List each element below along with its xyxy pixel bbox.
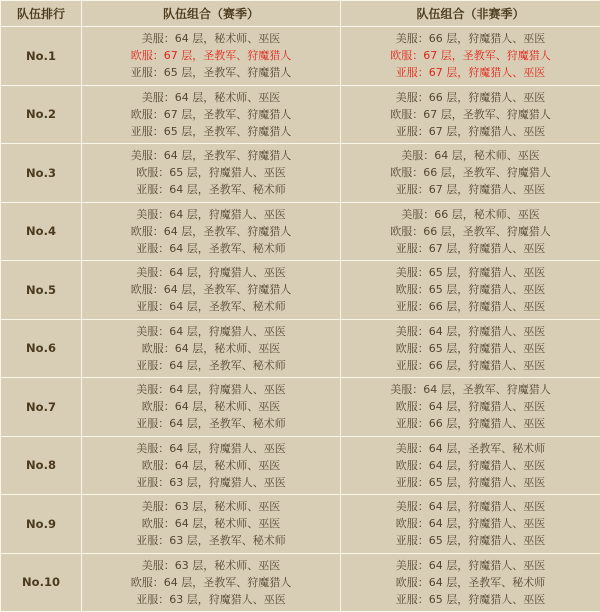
season-entry-asia: 亚服：64 层，圣教军、秘术师: [82, 415, 340, 432]
season-cell: [82, 144, 341, 203]
off-season-entry-us: 美服：64 层，狩魔猎人、巫医: [341, 557, 600, 574]
rank-cell: No.10: [1, 553, 82, 612]
season-entry-eu: 欧服：67 层，圣教军、狩魔猎人: [82, 106, 340, 123]
table-row: [1, 553, 600, 612]
season-entry-eu: 欧服：64 层，圣教军、狩魔猎人: [82, 574, 340, 591]
table-row: [1, 85, 600, 144]
season-entry-asia: 亚服：64 层，圣教军、秘术师: [82, 298, 340, 315]
season-cell: [82, 202, 341, 261]
season-entry-asia: 亚服：65 层，圣教军、狩魔猎人: [82, 123, 340, 140]
season-entry-eu: 欧服：64 层，圣教军、狩魔猎人: [82, 281, 340, 298]
off-season-cell: [341, 261, 600, 320]
off-season-entry-eu: 欧服：67 层，圣教军、狩魔猎人: [341, 106, 600, 123]
season-entry-us: 美服：64 层，秘术师、巫医: [82, 30, 340, 47]
rank-cell: No.7: [1, 378, 82, 437]
table-row: [1, 27, 600, 86]
header-off-season: 队伍组合（非赛季）: [341, 1, 600, 27]
off-season-cell: [341, 27, 600, 86]
season-entry-eu: 欧服：64 层，秘术师、巫医: [82, 340, 340, 357]
season-cell: [82, 27, 341, 86]
season-entry-us: 美服：64 层，狩魔猎人、巫医: [82, 440, 340, 457]
off-season-entry-asia: 亚服：67 层，狩魔猎人、巫医: [341, 181, 600, 198]
season-entry-us: 美服：64 层，狩魔猎人、巫医: [82, 206, 340, 223]
off-season-cell: [341, 85, 600, 144]
off-season-entry-us: 美服：66 层，狩魔猎人、巫医: [341, 30, 600, 47]
rank-cell: No.5: [1, 261, 82, 320]
off-season-entry-asia: 亚服：66 层，狩魔猎人、巫医: [341, 298, 600, 315]
table-body: [1, 27, 600, 612]
off-season-entry-asia: 亚服：67 层，狩魔猎人、巫医: [341, 240, 600, 257]
table-row: [1, 202, 600, 261]
season-cell: [82, 436, 341, 495]
off-season-entry-asia: 亚服：65 层，狩魔猎人、巫医: [341, 474, 600, 491]
table-row: [1, 378, 600, 437]
off-season-entry-asia: 亚服：67 层，狩魔猎人、巫医: [341, 123, 600, 140]
season-entry-us: 美服：64 层，狩魔猎人、巫医: [82, 264, 340, 281]
season-entry-us: 美服：64 层，秘术师、巫医: [82, 89, 340, 106]
off-season-cell: [341, 319, 600, 378]
off-season-cell: [341, 144, 600, 203]
season-entry-asia: 亚服：63 层，狩魔猎人、巫医: [82, 474, 340, 491]
off-season-entry-eu: 欧服：65 层，狩魔猎人、巫医: [341, 281, 600, 298]
off-season-entry-us: 美服：64 层，秘术师、巫医: [341, 147, 600, 164]
off-season-entry-us: 美服：64 层，圣教军、秘术师: [341, 440, 600, 457]
table-row: [1, 319, 600, 378]
season-entry-asia: 亚服：64 层，圣教军、秘术师: [82, 181, 340, 198]
season-entry-eu: 欧服：64 层，秘术师、巫医: [82, 398, 340, 415]
off-season-entry-us: 美服：65 层，狩魔猎人、巫医: [341, 264, 600, 281]
season-entry-asia: 亚服：64 层，圣教军、秘术师: [82, 357, 340, 374]
table-header-row: [1, 1, 600, 27]
rank-cell: No.1: [1, 27, 82, 86]
season-cell: [82, 495, 341, 554]
season-entry-eu: 欧服：64 层，圣教军、狩魔猎人: [82, 223, 340, 240]
off-season-entry-asia: 亚服：67 层，狩魔猎人、巫医: [341, 64, 600, 81]
table-row: [1, 436, 600, 495]
season-entry-asia: 亚服：64 层，圣教军、秘术师: [82, 240, 340, 257]
season-entry-us: 美服：63 层，秘术师、巫医: [82, 557, 340, 574]
off-season-entry-us: 美服：64 层，狩魔猎人、巫医: [341, 323, 600, 340]
off-season-entry-asia: 亚服：65 层，狩魔猎人、巫医: [341, 591, 600, 608]
season-cell: [82, 553, 341, 612]
off-season-cell: [341, 553, 600, 612]
off-season-entry-us: 美服：64 层，狩魔猎人、巫医: [341, 498, 600, 515]
table-row: [1, 144, 600, 203]
off-season-entry-us: 美服：64 层，圣教军、狩魔猎人: [341, 381, 600, 398]
season-entry-us: 美服：64 层，圣教军、狩魔猎人: [82, 147, 340, 164]
off-season-entry-asia: 亚服：66 层，狩魔猎人、巫医: [341, 357, 600, 374]
header-season: 队伍组合（赛季）: [82, 1, 341, 27]
table-row: [1, 261, 600, 320]
off-season-entry-asia: 亚服：65 层，狩魔猎人、巫医: [341, 532, 600, 549]
off-season-entry-eu: 欧服：64 层，圣教军、秘术师: [341, 574, 600, 591]
season-cell: [82, 378, 341, 437]
off-season-entry-us: 美服：66 层，狩魔猎人、巫医: [341, 89, 600, 106]
off-season-entry-eu: 欧服：66 层，圣教军、狩魔猎人: [341, 164, 600, 181]
rank-cell: No.9: [1, 495, 82, 554]
off-season-entry-eu: 欧服：64 层，狩魔猎人、巫医: [341, 398, 600, 415]
season-entry-eu: 欧服：64 层，秘术师、巫医: [82, 457, 340, 474]
season-entry-eu: 欧服：65 层，狩魔猎人、巫医: [82, 164, 340, 181]
season-entry-asia: 亚服：65 层，圣教军、狩魔猎人: [82, 64, 340, 81]
off-season-cell: [341, 202, 600, 261]
table-row: [1, 495, 600, 554]
season-entry-us: 美服：64 层，狩魔猎人、巫医: [82, 381, 340, 398]
off-season-entry-eu: 欧服：64 层，狩魔猎人、巫医: [341, 515, 600, 532]
season-entry-us: 美服：63 层，秘术师、巫医: [82, 498, 340, 515]
off-season-entry-us: 美服：66 层，秘术师、巫医: [341, 206, 600, 223]
rank-cell: No.8: [1, 436, 82, 495]
season-entry-asia: 亚服：63 层，狩魔猎人、巫医: [82, 591, 340, 608]
off-season-entry-eu: 欧服：65 层，狩魔猎人、巫医: [341, 340, 600, 357]
season-cell: [82, 319, 341, 378]
season-entry-asia: 亚服：63 层，圣教军、秘术师: [82, 532, 340, 549]
rank-cell: No.2: [1, 85, 82, 144]
off-season-entry-eu: 欧服：67 层，圣教军、狩魔猎人: [341, 47, 600, 64]
season-entry-us: 美服：64 层，狩魔猎人、巫医: [82, 323, 340, 340]
off-season-entry-eu: 欧服：64 层，狩魔猎人、巫医: [341, 457, 600, 474]
rank-cell: No.3: [1, 144, 82, 203]
season-entry-eu: 欧服：64 层，秘术师、巫医: [82, 515, 340, 532]
season-cell: [82, 261, 341, 320]
off-season-cell: [341, 495, 600, 554]
season-cell: [82, 85, 341, 144]
off-season-entry-eu: 欧服：66 层，圣教军、狩魔猎人: [341, 223, 600, 240]
off-season-entry-asia: 亚服：66 层，狩魔猎人、巫医: [341, 415, 600, 432]
rank-cell: No.6: [1, 319, 82, 378]
rank-cell: No.4: [1, 202, 82, 261]
off-season-cell: [341, 436, 600, 495]
off-season-cell: [341, 378, 600, 437]
header-rank: 队伍排行: [1, 1, 82, 27]
season-entry-eu: 欧服：67 层，圣教军、狩魔猎人: [82, 47, 340, 64]
